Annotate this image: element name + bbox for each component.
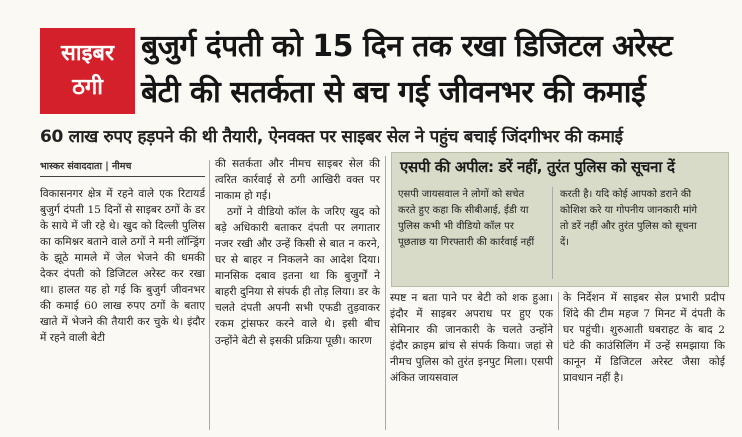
sp-appeal-text: एसपी जायसवाल ने लोगों को सचेत करते हुए कहा कि सीबीआई, ईडी या पुलिस कभी भी वीडियो कॉल पर पूछताछ या गिरफ्तारी की कार्रवाई नहीं	[398, 189, 535, 248]
headline-line-2: बेटी की सतर्कता से बच गई जीवनभर की कमाई	[141, 75, 646, 110]
article-column-4	[563, 290, 725, 386]
column-divider	[385, 156, 386, 430]
subheadline: 60 लाख रुपए हड़पने की थी तैयारी, ऐनवक्त पर साइबर सेल ने पहुंच बचाई जिंदगीभर की कमाई	[40, 127, 623, 147]
article-paragraph: विकासनगर क्षेत्र में रहने वाले एक रिटायर्ड बुजुर्ग दंपती 15 दिनों से साइबर ठगों के डर के साये में जी रहे थे। खुद को दिल्ली पुलिस का कमिश्नर बताने वाले ठगों ने मनी लॉन्ड्रिंग के झूठे मामले में जेल भेजने की धमकी देकर दंपती को डिजिटल अरेस्ट कर रखा था। हालत यह हो गई कि बुजुर्ग जीवनभर की कमाई 60 लाख रुपए ठगों के बताए खाते में भेजने की तैयारी कर चुके थे। इंदौर में रहने वाली बेटी	[40, 188, 205, 345]
article-paragraph: ठगों ने वीडियो कॉल के जरिए खुद को बड़े अधिकारी बताकर दंपती पर लगातार नजर रखी और उन्हें किसी से बात न करने, घर से बाहर न निकलने का आदेश दिया। मानसिक दबाव इतना था कि बुजुर्गों ने बाहरी दुनिया से संपर्क ही तोड़ लिया। डर के चलते दंपती अपनी सभी एफडी तुड़वाकर रकम ट्रांसफर करने वाले थे। इसी बीच उन्होंने बेटी से इसकी प्रक्रिया पूछी। कारण	[215, 206, 380, 347]
byline: भास्कर संवाददाता | नीमच	[40, 160, 205, 177]
sp-appeal-column-1	[398, 187, 544, 281]
sp-appeal-column-2	[560, 187, 706, 281]
sp-appeal-title: एसपी की अपील: डरें नहीं, तुरंत पुलिस को सूचना दें	[400, 158, 675, 176]
article-column-1	[40, 186, 205, 346]
badge-line-1: साइबर	[61, 41, 114, 66]
article-paragraph: की सतर्कता और नीमच साइबर सेल की त्वरित कार्रवाई से ठगी आखिरी वक्त पर नाकाम हो गई।	[215, 158, 380, 203]
sp-appeal-text: करती है। यदि कोई आपको डराने की कोशिश करे या गोपनीय जानकारी मांगे तो डरें नहीं और तुरंत पुलिस को सूचना दें।	[560, 189, 698, 248]
box-divider	[552, 187, 553, 279]
headline-line-1: बुजुर्ग दंपती को 15 दिन तक रखा डिजिटल अरेस्ट	[141, 29, 673, 64]
column-divider	[209, 160, 210, 430]
article-column-2	[215, 156, 380, 349]
badge-line-2: ठगी	[72, 75, 103, 100]
article-column-3	[390, 290, 553, 386]
article-paragraph: के निर्देशन में साइबर सेल प्रभारी प्रदीप शिंदे की टीम महज 7 मिनट में दंपती के घर पहुंची। शुरुआती घबराहट के बाद 2 घंटे की काउंसिलिंग में उन्हें समझाया कि कानून में डिजिटल अरेस्ट जैसा कोई प्रावधान नहीं है।	[563, 292, 725, 385]
topic-badge	[40, 28, 135, 114]
column-divider	[558, 292, 559, 430]
article-paragraph: स्पष्ट न बता पाने पर बेटी को शक हुआ। इंदौर में साइबर अपराध पर हुए एक सेमिनार की जानकारी के चलते उन्होंने इंदौर क्राइम ब्रांच से संपर्क किया। जहां से नीमच पुलिस को तुरंत इनपुट मिला। एसपी अंकित जायसवाल	[390, 292, 553, 385]
sp-appeal-box	[391, 152, 729, 287]
